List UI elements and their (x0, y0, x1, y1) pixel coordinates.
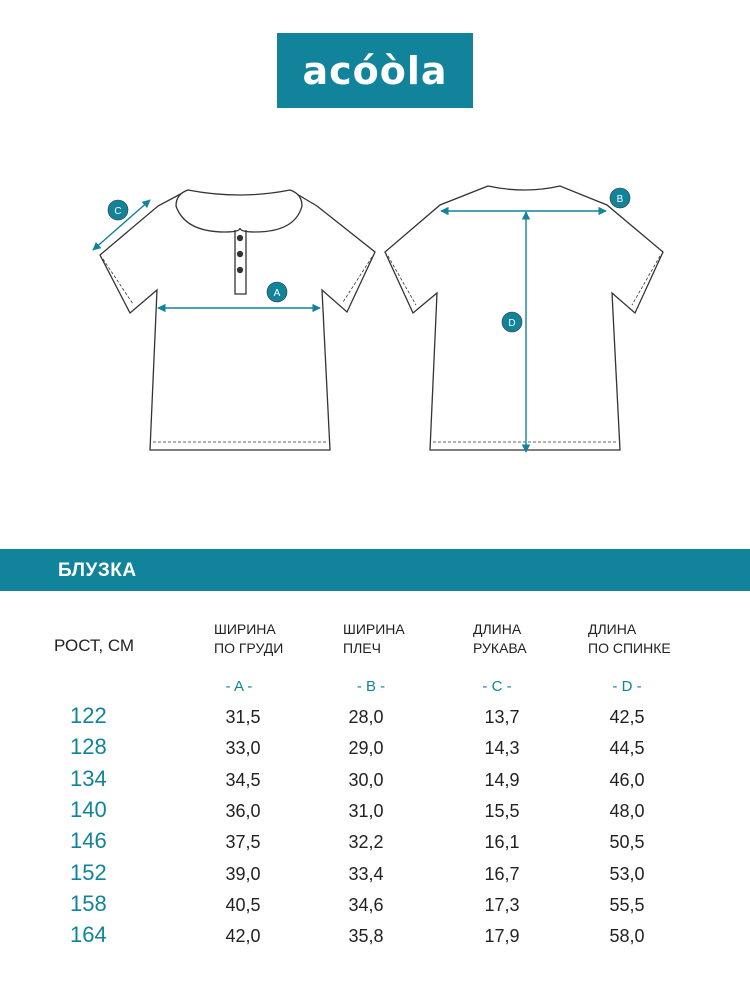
column-code-d: - D - (612, 678, 642, 695)
marker-c (108, 200, 128, 220)
svg-text:B: B (616, 194, 624, 205)
value-cell: 44,5 (609, 738, 645, 759)
column-code-c: - C - (482, 678, 512, 695)
column-code-b: - B - (356, 678, 386, 695)
column-header-line: ШИРИНА (214, 621, 276, 637)
value-cell: 37,5 (225, 832, 261, 853)
value-cell: 17,9 (484, 926, 520, 947)
value-cell: 36,0 (225, 800, 261, 821)
marker-d (502, 312, 522, 332)
size-cell: 134 (70, 765, 107, 791)
value-cell: 16,1 (484, 832, 520, 853)
brand-logo (277, 33, 473, 108)
section-band (0, 549, 750, 591)
value-cell: 46,0 (609, 769, 645, 790)
front-view (100, 190, 375, 450)
size-cell: 146 (70, 828, 107, 854)
marker-a (267, 282, 287, 302)
size-cell: 164 (70, 922, 107, 948)
value-cell: 39,0 (225, 863, 261, 884)
value-cell: 30,0 (348, 769, 384, 790)
column-header-line: ПО ГРУДИ (214, 640, 284, 656)
column-header-line: ШИРИНА (343, 621, 405, 637)
column-header-chest (214, 620, 283, 658)
size-cell: 158 (70, 890, 107, 916)
value-cell: 33,4 (348, 863, 384, 884)
column-header-back-length (588, 620, 671, 658)
garment-drawing (0, 170, 750, 470)
size-cell: 122 (70, 703, 107, 728)
value-cell: 15,5 (484, 800, 520, 821)
column-header-sleeve (473, 620, 527, 658)
column-header-line: ПО СПИНКЕ (588, 640, 671, 656)
svg-text:C: C (114, 206, 122, 217)
value-cell: 29,0 (348, 738, 384, 759)
size-cell: 152 (70, 859, 107, 885)
value-cell: 58,0 (609, 926, 645, 947)
value-cell: 14,9 (484, 769, 520, 790)
value-cell: 48,0 (609, 800, 645, 821)
value-cell: 50,5 (609, 832, 645, 853)
value-cell: 40,5 (225, 894, 261, 915)
value-cell: 13,7 (484, 707, 520, 727)
brand-logo-text: acóòla (302, 48, 448, 93)
value-cell: 16,7 (484, 863, 520, 884)
value-cell: 42,0 (225, 926, 261, 947)
column-header-line: ДЛИНА (588, 621, 637, 637)
value-cell: 31,5 (225, 707, 261, 727)
value-cell: 35,8 (348, 926, 384, 947)
column-header-line: ДЛИНА (473, 621, 522, 637)
column-header-line: ПЛЕЧ (343, 640, 381, 656)
value-cell: 53,0 (609, 863, 645, 884)
column-header-shoulders (343, 620, 405, 658)
marker-b (610, 188, 630, 208)
value-cell: 34,5 (225, 769, 261, 790)
value-cell: 33,0 (225, 738, 261, 759)
value-cell: 31,0 (348, 800, 384, 821)
value-cell: 14,3 (484, 738, 520, 759)
column-header-line: РУКАВА (473, 640, 527, 656)
value-cell: 55,5 (609, 894, 645, 915)
size-cell: 140 (70, 796, 107, 822)
back-view (385, 186, 663, 450)
value-cell: 34,6 (348, 894, 384, 915)
size-cell: 128 (70, 734, 107, 760)
value-cell: 28,0 (348, 707, 384, 727)
value-cell: 32,2 (348, 832, 384, 853)
section-title: БЛУЗКА (58, 560, 137, 581)
svg-text:D: D (508, 318, 516, 329)
value-cell: 42,5 (609, 707, 645, 727)
svg-text:A: A (273, 288, 281, 299)
row-header-label: РОСТ, СМ (54, 636, 135, 655)
column-code-a: - A - (225, 678, 253, 695)
value-cell: 17,3 (484, 894, 520, 915)
